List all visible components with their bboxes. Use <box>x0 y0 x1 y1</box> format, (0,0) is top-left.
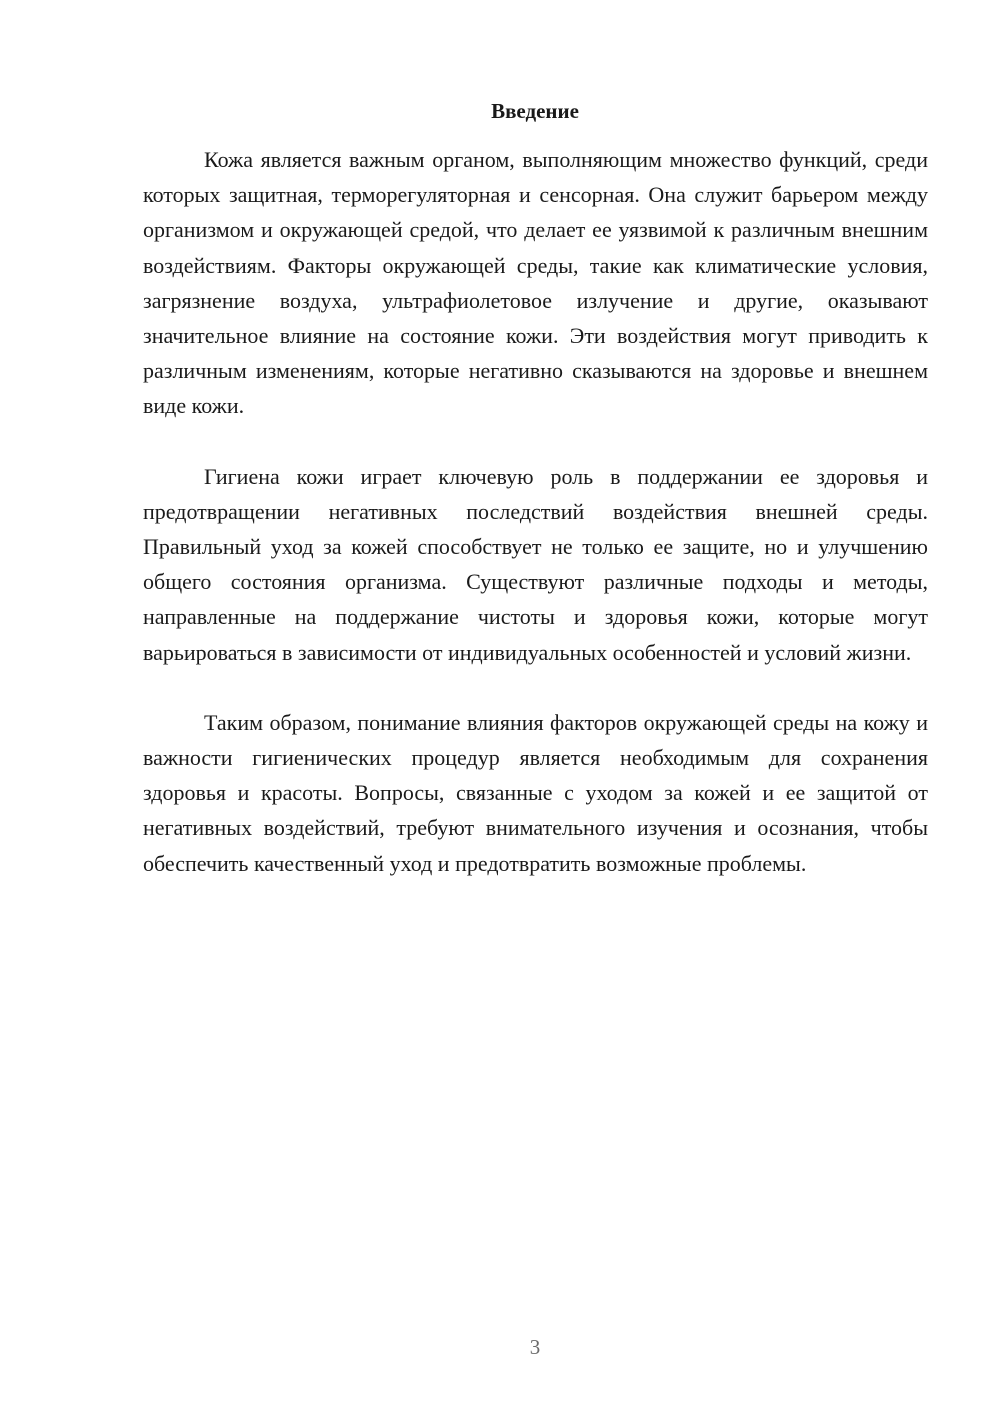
body-text <box>143 142 928 916</box>
section-heading: Введение <box>491 99 579 123</box>
paragraph-1: Кожа является важным органом, выполняющим множество функций, среди которых защитная, терморегуляторная и сенсорная. Она служит барьером между организмом и окружающей средой, что делает ее уязвимой к различным внешним воздействиям. Факторы окружающей среды, такие как климатические условия, загрязнение воздуха, ультрафиолетовое излучение и другие, оказывают значительное влияние на состояние кожи. Эти воздействия могут приводить к различным изменениям, которые негативно сказываются на здоровье и внешнем виде кожи. <box>143 147 928 419</box>
paragraph-2: Гигиена кожи играет ключевую роль в поддержании ее здоровья и предотвращении негативных последствий воздействия внешней среды. Правильный уход за кожей способствует не только ее защите, но и улучшению общего состояния организма. Существуют различные подходы и методы, направленные на поддержание чистоты и здоровья кожи, которые могут варьироваться в зависимости от индивидуальных особенностей и условий жизни. <box>143 463 928 665</box>
paragraph-3: Таким образом, понимание влияния факторов окружающей среды на кожу и важности гигиенических процедур является необходимым для сохранения здоровья и красоты. Вопросы, связанные с уходом за кожей и ее защитой от негативных воздействий, требуют внимательного изучения и осознания, чтобы обеспечить качественный уход и предотвратить возможные проблемы. <box>143 709 928 876</box>
page-number: 3 <box>529 1335 541 1359</box>
